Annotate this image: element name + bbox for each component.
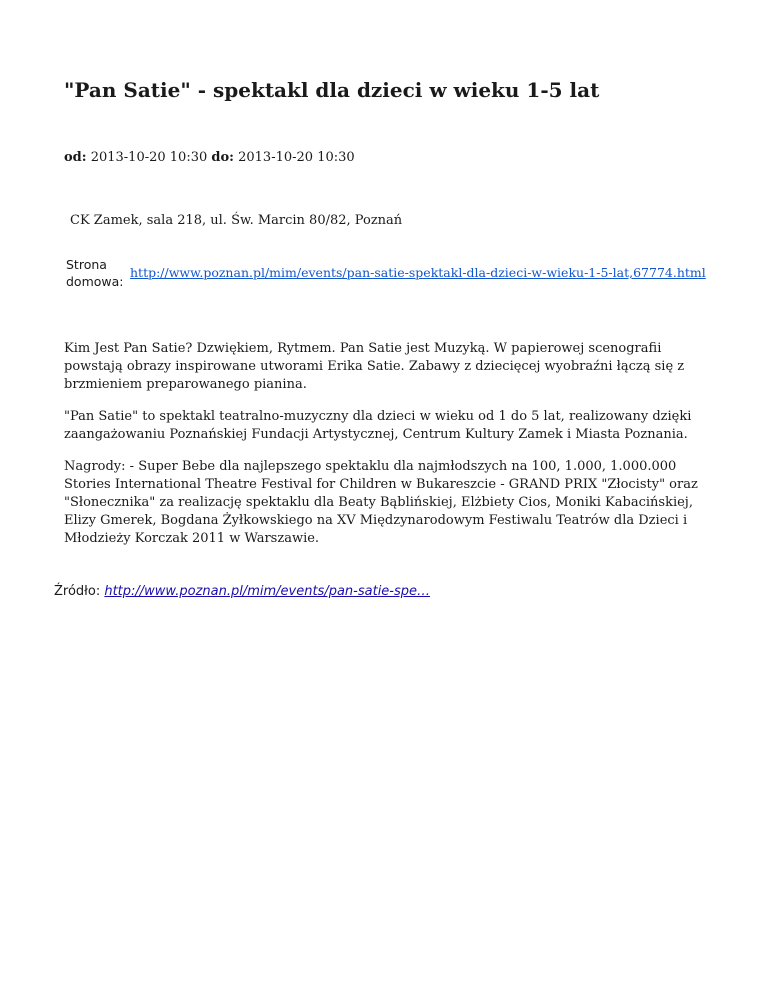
homepage-label bbox=[66, 256, 126, 290]
date-from-label: od: bbox=[64, 150, 87, 165]
date-to-value: 2013-10-20 10:30 bbox=[238, 150, 355, 165]
date-from-value: 2013-10-20 10:30 bbox=[90, 150, 208, 165]
source-line bbox=[54, 583, 430, 601]
description-paragraph: Kim Jest Pan Satie? Dzwiękiem, Rytmem. Pan Satie jest Muzyką. W papierowej scenografii powstają obrazy inspirowane utworami Erika Satie. Zabawy z dziecięcej wyobraźni łączą się z brzmieniem preparowanego pianina. bbox=[64, 341, 685, 392]
description-paragraph: Nagrody: - Super Bebe dla najlepszego spektaklu dla najmłodszych na 100, 1.000, 1.000.000 Stories International Theatre Festival for Children w Bukareszcie - GRAND PRIX "Złocisty" oraz "Słonecznika" za realizację spektaklu dla Beaty Bąblińskiej, Elżbiety Cios, Moniki Kabacińskiej, Elizy Gmerek, Bogdana Żyłkowskiego na XV Międzynarodowym Festiwalu Teatrów dla Dzieci i Młodzieży Korczak 2011 w Warszawie. bbox=[64, 459, 698, 546]
event-title: "Pan Satie" - spektakl dla dzieci w wieku 1-5 lat bbox=[64, 78, 600, 102]
source-label: Źródło: bbox=[54, 584, 101, 599]
date-to-label: do: bbox=[211, 150, 234, 165]
homepage-link[interactable]: http://www.poznan.pl/mim/events/pan-satie-spektakl-dla-dzieci-w-wieku-1-5-lat,67774.html bbox=[130, 265, 706, 280]
description-paragraph: "Pan Satie" to spektakl teatralno-muzyczny dla dzieci w wieku od 1 do 5 lat, realizowany dzięki zaangażowaniu Poznańskiej Fundacji Artystycznej, Centrum Kultury Zamek i Miasta Poznania. bbox=[64, 409, 692, 442]
homepage-label-line2: domowa: bbox=[66, 274, 124, 289]
source-link[interactable]: http://www.poznan.pl/mim/events/pan-satie-spe… bbox=[104, 584, 431, 599]
event-dates bbox=[64, 149, 355, 167]
event-description bbox=[64, 340, 714, 562]
homepage-label-line1: Strona bbox=[66, 257, 107, 272]
event-location: CK Zamek, sala 218, ul. Św. Marcin 80/82, Poznań bbox=[70, 213, 403, 228]
